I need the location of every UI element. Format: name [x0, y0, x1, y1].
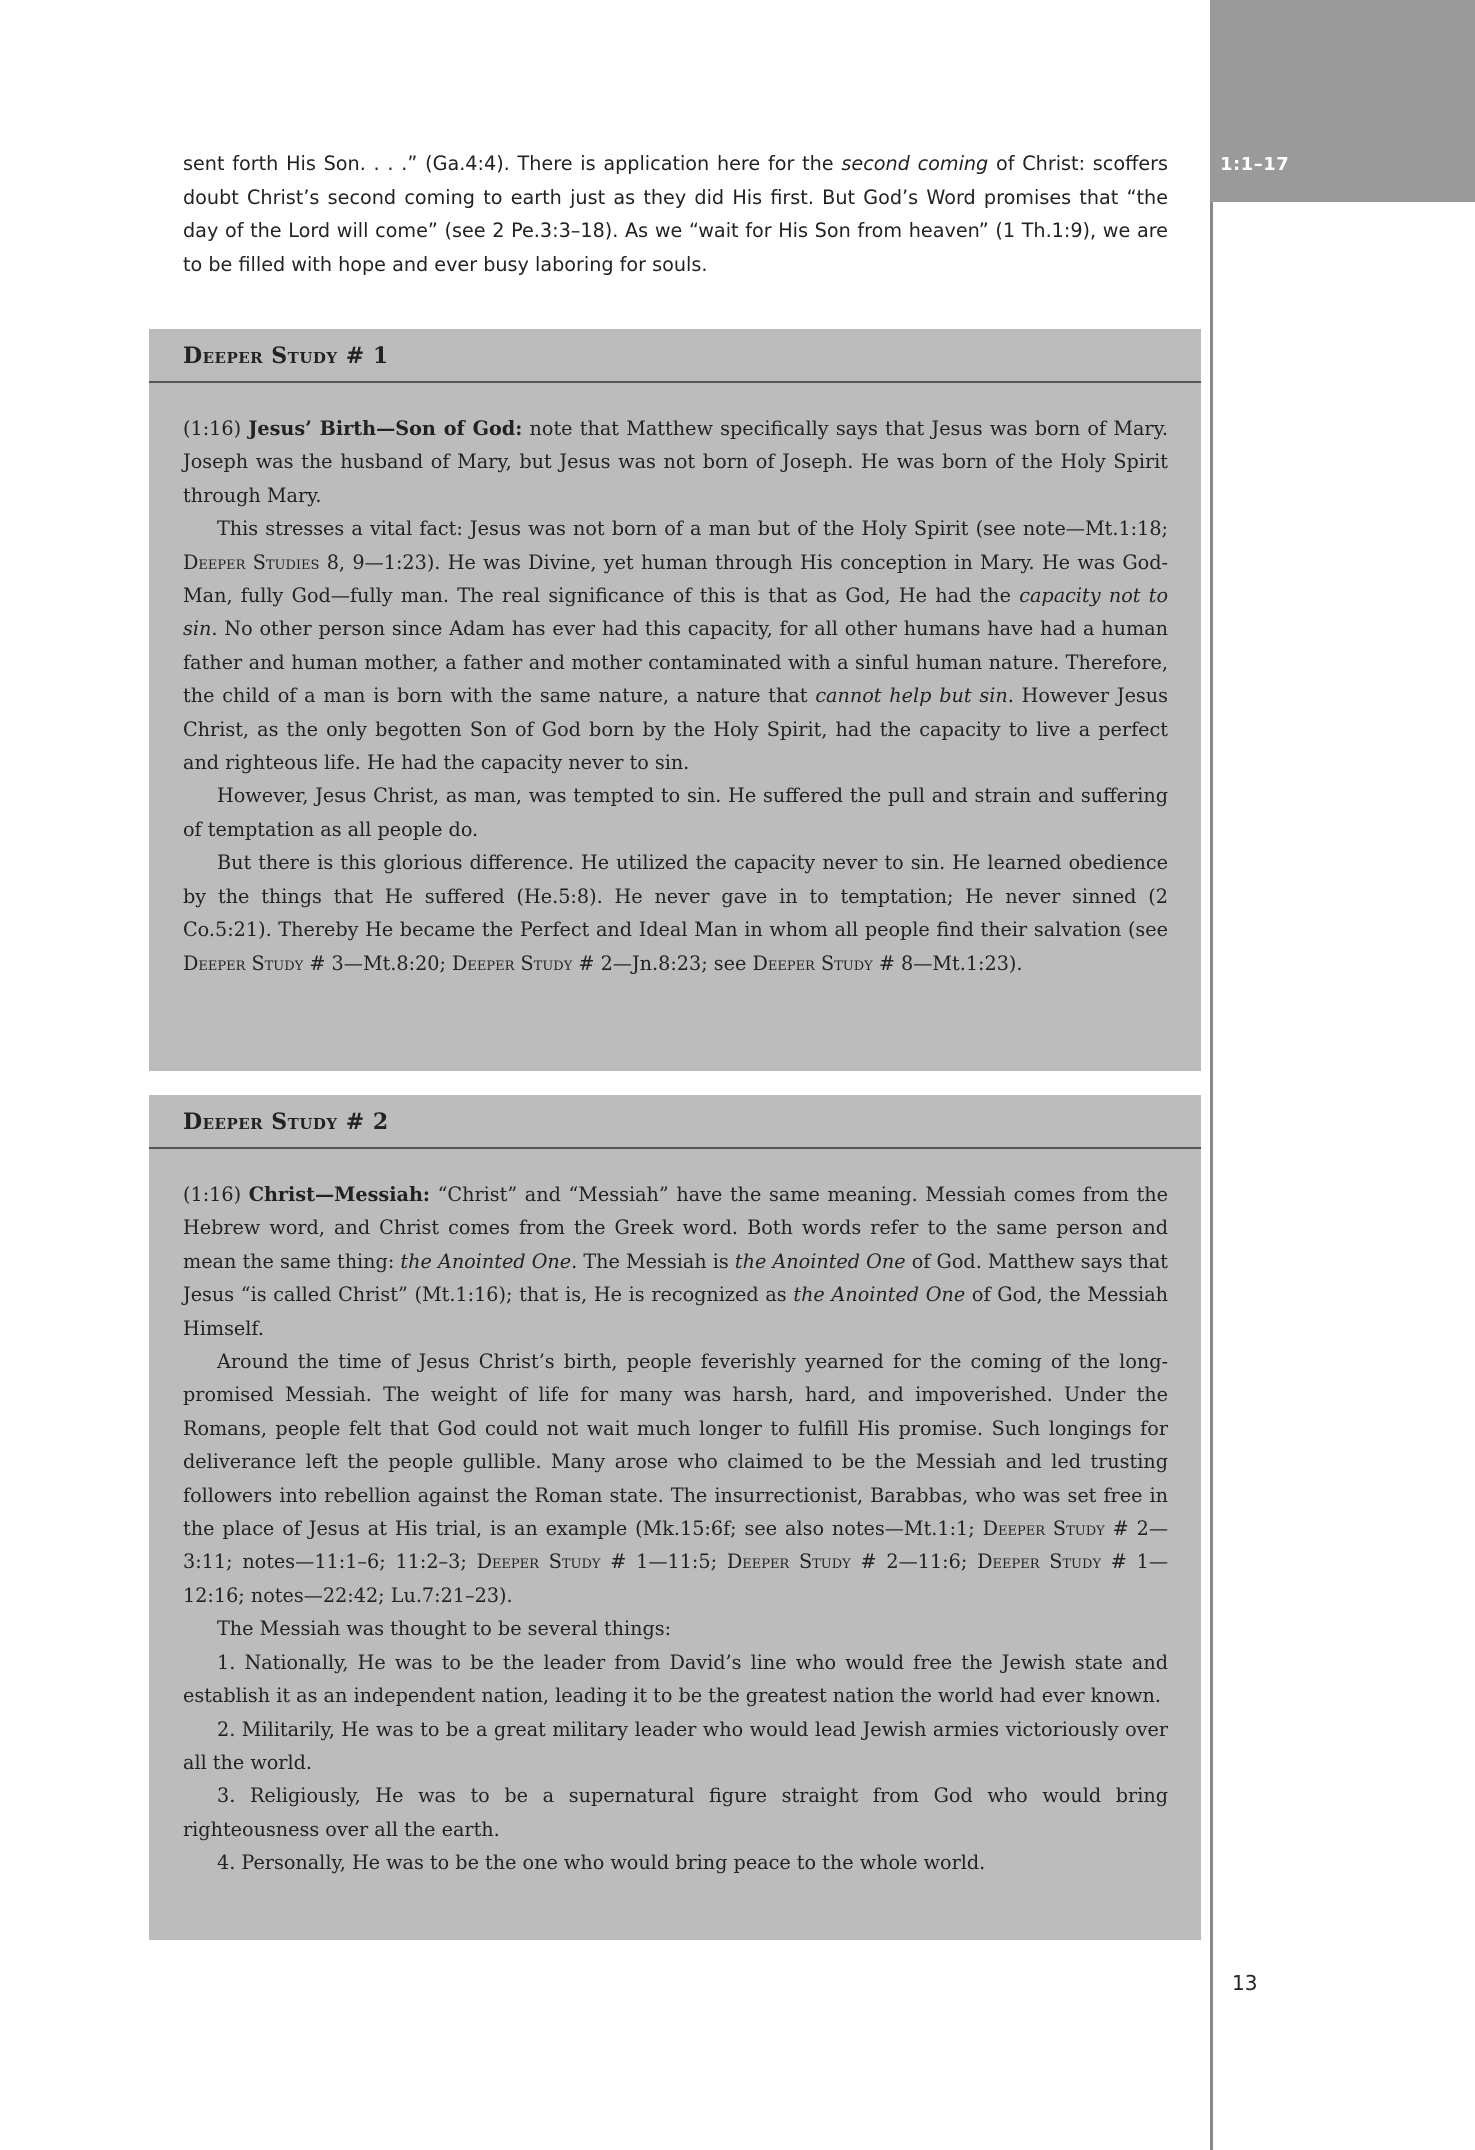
study2-p2-b: —3:11; notes—11:1–6; 11:2–3; [183, 1517, 1169, 1574]
verse-reference-tab [1210, 0, 1475, 202]
study1-p1-text: note that Matthew specifically says that Jesus was born of Mary. Joseph was the husband of Mary, but Jesus was not born of Joseph. He was born of the Holy Spirit through Mary. [183, 417, 1168, 507]
study2-list-item-3: 3. Religiously, He was to be a supernatural figure straight from God who would bring righteousness over all the earth. [183, 1784, 1168, 1841]
study1-p2-a: This stresses a vital fact: Jesus was not born of a man but of the Holy Spirit (see note—Mt.1:18; [217, 517, 1168, 541]
study1-paragraph-3: However, Jesus Christ, as man, was tempted to sin. He suffered the pull and strain and suffering of temptation as all people do. [183, 784, 1168, 841]
study2-list-item-2: 2. Militarily, He was to be a great military leader who would lead Jewish armies victoriously over all the world. [183, 1717, 1168, 1774]
study1-p4-cross-ref-1: Deeper Study # 3 [183, 951, 344, 975]
study1-p2-c: . No other person since Adam has ever had this capacity, for all other humans have had a human father and human mother, a father and mother contaminated with a sinful human nature. Therefore, the child of a man is born with the same nature, a nature that [183, 617, 1168, 708]
study2-list-item-4: 4. Personally, He was to be the one who would bring peace to the whole world. [217, 1851, 986, 1875]
intro-emphasis: second coming [841, 152, 989, 175]
deeper-study-2-header [149, 1095, 1201, 1149]
study1-topic: Jesus’ Birth—Son of God: [248, 417, 523, 440]
study2-paragraph-3: The Messiah was thought to be several things: [217, 1617, 672, 1641]
study2-p1-emphasis-2: the Anointed One [734, 1249, 906, 1273]
study1-ref: (1:16) [183, 417, 249, 440]
intro-text-2: of Christ: scoffers doubt Christ’s second coming to earth just as they did His first. But God’s Word promises that “the day of the Lord will come” (see 2 Pe.3:3–18). As we “wait for His Son from heaven” (1 Th.1:9), we are to be filled with hope and ever busy laboring for souls. [183, 152, 1169, 276]
study2-p1-c: of God. Matthew says that Jesus “is called Christ” (Mt.1:16); that is, He is recognized as [183, 1249, 1168, 1307]
study2-p2-cross-ref-3: Deeper Study # 2 [726, 1550, 899, 1574]
study1-paragraph-2 [183, 512, 1168, 779]
study2-p1-d: of God, the Messiah Himself. [183, 1283, 1168, 1340]
study2-p2-e: —12:16; notes—22:42; Lu.7:21–23). [183, 1550, 1169, 1607]
deeper-study-1-box [149, 329, 1201, 1071]
study2-p2-a: Around the time of Jesus Christ’s birth, people feverishly yearned for the coming of the long-promised Messiah. The weight of life for many was harsh, hard, and impoverished. Under the Romans, people felt that God could not wait much longer to fulfill His promise. Such longings for deliverance left the people gullible. Many arose who claimed to be the Messiah and led trusting followers into rebellion against the Roman state. The insurrectionist, Barabbas, who was set free in the place of Jesus at His trial, is an example (Mk.15:6f; see also notes—Mt.1:1; [183, 1350, 1168, 1541]
study1-p4-d: —Mt.1:23). [913, 951, 1023, 975]
study2-p2-cross-ref-1: Deeper Study # 2 [982, 1517, 1149, 1541]
study2-p1-emphasis-1: the Anointed One [400, 1249, 572, 1273]
study2-paragraph-2 [183, 1345, 1168, 1612]
margin-column [1210, 0, 1475, 2150]
study1-p2-d: . However Jesus Christ, as the only begotten Son of God born by the Holy Spirit, had the capacity to live a perfect and righteous life. He had the capacity never to sin. [183, 684, 1168, 775]
deeper-study-1-body [183, 412, 1168, 980]
study1-paragraph-4 [183, 846, 1168, 980]
intro-paragraph [183, 147, 1168, 281]
study2-p2-d: —11:6; [898, 1550, 978, 1574]
page-number: 13 [1232, 1971, 1258, 1995]
study2-list-item-1: 1. Nationally, He was to be the leader from David’s line who would free the Jewish state and establish it as an independent nation, leading it to be the greatest nation the world had ever known. [183, 1650, 1168, 1708]
study1-p2-b: 8, 9—1:23). He was Divine, yet human through His conception in Mary. He was God-Man, fully God—fully man. The real significance of this is that as God, He had the [183, 550, 1168, 608]
study2-p2-cross-ref-2: Deeper Study # 1 [476, 1550, 649, 1574]
study1-p4-c: —Jn.8:23; see [612, 951, 753, 975]
study2-paragraph-1 [183, 1178, 1168, 1345]
study1-p4-cross-ref-2: Deeper Study # 2 [452, 951, 613, 975]
intro-text-1: sent forth His Son. . . .” (Ga.4:4). There is application here for the [183, 152, 842, 175]
study2-p2-cross-ref-4: Deeper Study # 1 [977, 1550, 1149, 1574]
study1-p4-b: —Mt.8:20; [343, 951, 453, 975]
verse-reference: 1:1–17 [1220, 154, 1290, 175]
study1-paragraph-1 [183, 412, 1168, 512]
study1-p2-cross-ref: Deeper Studies [183, 550, 320, 574]
deeper-study-2-body [183, 1178, 1168, 1880]
study2-p1-a: “Christ” and “Messiah” have the same meaning. Messiah comes from the Hebrew word, and Christ comes from the Greek word. Both words refer to the same person and mean the same thing: [183, 1183, 1168, 1273]
deeper-study-1-heading: Deeper Study # 1 [183, 343, 389, 369]
study2-topic: Christ—Messiah: [248, 1183, 430, 1206]
study2-p2-c: —11:5; [648, 1550, 727, 1574]
deeper-study-2-box [149, 1095, 1201, 1940]
study1-p4-a: But there is this glorious difference. He utilized the capacity never to sin. He learned obedience by the things that He suffered (He.5:8). He never gave in to temptation; He never sinned (2 Co.5:21). Thereby He became the Perfect and Ideal Man in whom all people find their salvation (see [183, 851, 1168, 942]
study1-p4-cross-ref-3: Deeper Study # 8 [752, 951, 914, 975]
study1-p2-emphasis-2: cannot help but sin [815, 684, 1008, 708]
study1-p2-emphasis-1: capacity not to sin [183, 584, 1169, 641]
deeper-study-2-heading: Deeper Study # 2 [183, 1109, 389, 1135]
study2-p1-b: . The Messiah is [571, 1249, 735, 1273]
study2-ref: (1:16) [183, 1183, 249, 1206]
deeper-study-1-header [149, 329, 1201, 383]
study2-p1-emphasis-3: the Anointed One [793, 1283, 966, 1307]
